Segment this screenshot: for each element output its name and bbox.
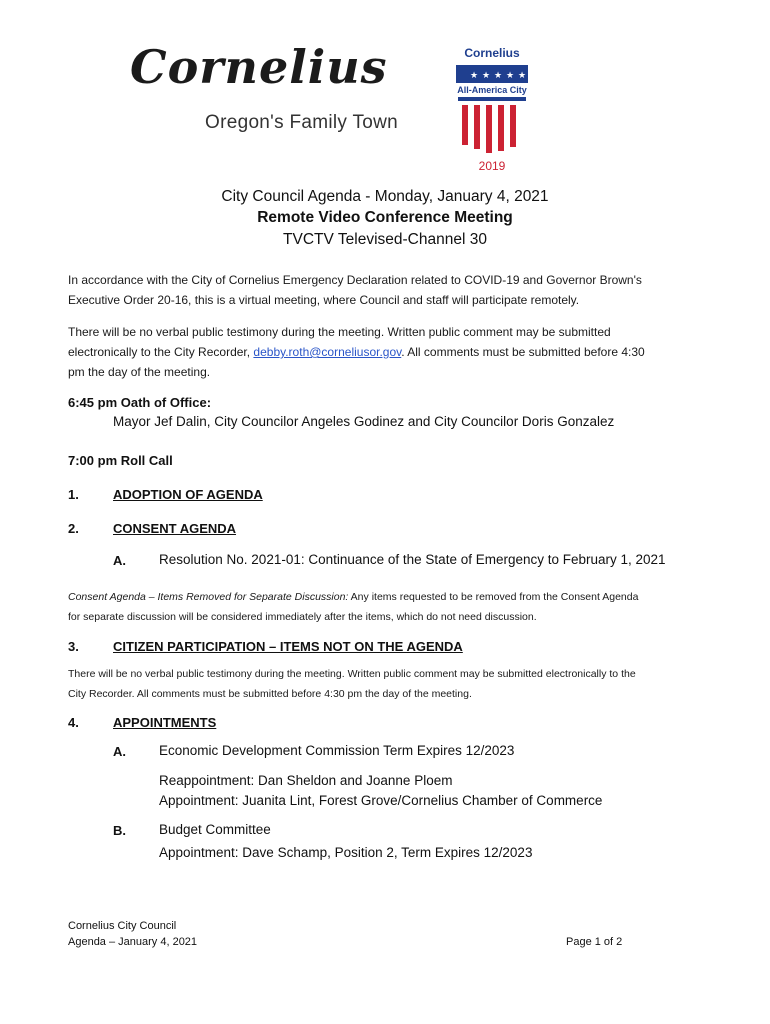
item-number: 4. [68, 715, 79, 730]
oath-text: Mayor Jef Dalin, City Councilor Angeles Godinez and City Councilor Doris Gonzalez [113, 414, 615, 429]
appointment-a-appointment: Appointment: Juanita Lint, Forest Grove/Cornelius Chamber of Commerce [159, 793, 603, 808]
intro-paragraph-1: In accordance with the City of Cornelius Emergency Declaration related to COVID-19 and Governor Brown's Executive Order 20-16, this is a virtual meeting, where Council and staff will participate remotely. [68, 273, 642, 307]
item-number: 1. [68, 487, 79, 502]
appointment-a-reappointment: Reappointment: Dan Sheldon and Joanne Ploem [159, 773, 453, 788]
svg-text:★: ★ [506, 70, 515, 80]
svg-text:★: ★ [482, 70, 491, 80]
appointment-b-letter: B. [113, 823, 126, 838]
footer-council: Cornelius City Council [68, 920, 177, 932]
roll-call: 7:00 pm Roll Call [68, 453, 173, 468]
agenda-title: City Council Agenda - Monday, January 4, 2021 [221, 188, 549, 205]
footer-agenda-date: Agenda – January 4, 2021 [68, 936, 198, 948]
cornelius-logo-script: Cornelius [130, 40, 388, 94]
consent-note: Consent Agenda – Items Removed for Separate Discussion: Any items requested to be removed from the Consent Agenda for separate discussion will be considered immediately after the items, which do not need discussion. [68, 591, 639, 623]
consent-item-resolution: Resolution No. 2021-01: Continuance of the State of Emergency to February 1, 2021 [159, 552, 666, 567]
all-america-city-seal [450, 45, 534, 175]
item-adoption-of-agenda: ADOPTION OF AGENDA [113, 487, 263, 502]
appointment-a-title: Economic Development Commission Term Expires 12/2023 [159, 743, 515, 758]
item-consent-agenda: CONSENT AGENDA [113, 521, 237, 536]
appointment-b-title: Budget Committee [159, 822, 271, 837]
consent-item-letter: A. [113, 553, 126, 568]
recorder-email-link[interactable]: debby.roth@corneliusor.gov [253, 345, 402, 359]
meeting-type: Remote Video Conference Meeting [257, 209, 513, 226]
svg-text:All-America City: All-America City [457, 85, 527, 95]
oath-title: 6:45 pm Oath of Office: [68, 395, 212, 410]
item-citizen-participation: CITIZEN PARTICIPATION – ITEMS NOT ON THE AGENDA [113, 639, 463, 654]
item-number: 3. [68, 639, 79, 654]
svg-text:Cornelius: Cornelius [464, 46, 520, 60]
appointment-a-letter: A. [113, 744, 126, 759]
logo-tagline: Oregon's Family Town [205, 112, 399, 133]
item-number: 2. [68, 521, 79, 536]
svg-text:2019: 2019 [478, 159, 506, 173]
svg-text:★: ★ [518, 70, 527, 80]
svg-text:★: ★ [494, 70, 503, 80]
footer-page-number: Page 1 of 2 [566, 936, 623, 948]
channel-info: TVCTV Televised-Channel 30 [283, 231, 487, 248]
intro-paragraph-2: There will be no verbal public testimony during the meeting. Written public comment may be submitted electronically to the City Recorder, debby.roth@corneliusor.gov. All comments must be submitted before 4:30 pm the day of the meeting. [68, 325, 645, 379]
appointment-b-appointment: Appointment: Dave Schamp, Position 2, Term Expires 12/2023 [159, 845, 533, 860]
svg-text:★: ★ [470, 70, 479, 80]
item-appointments: APPOINTMENTS [113, 715, 217, 730]
citizen-participation-note: There will be no verbal public testimony during the meeting. Written public comment may be submitted electronically to the City Recorder. All comments must be submitted before 4:30 pm the day of the meeting. [68, 668, 636, 700]
